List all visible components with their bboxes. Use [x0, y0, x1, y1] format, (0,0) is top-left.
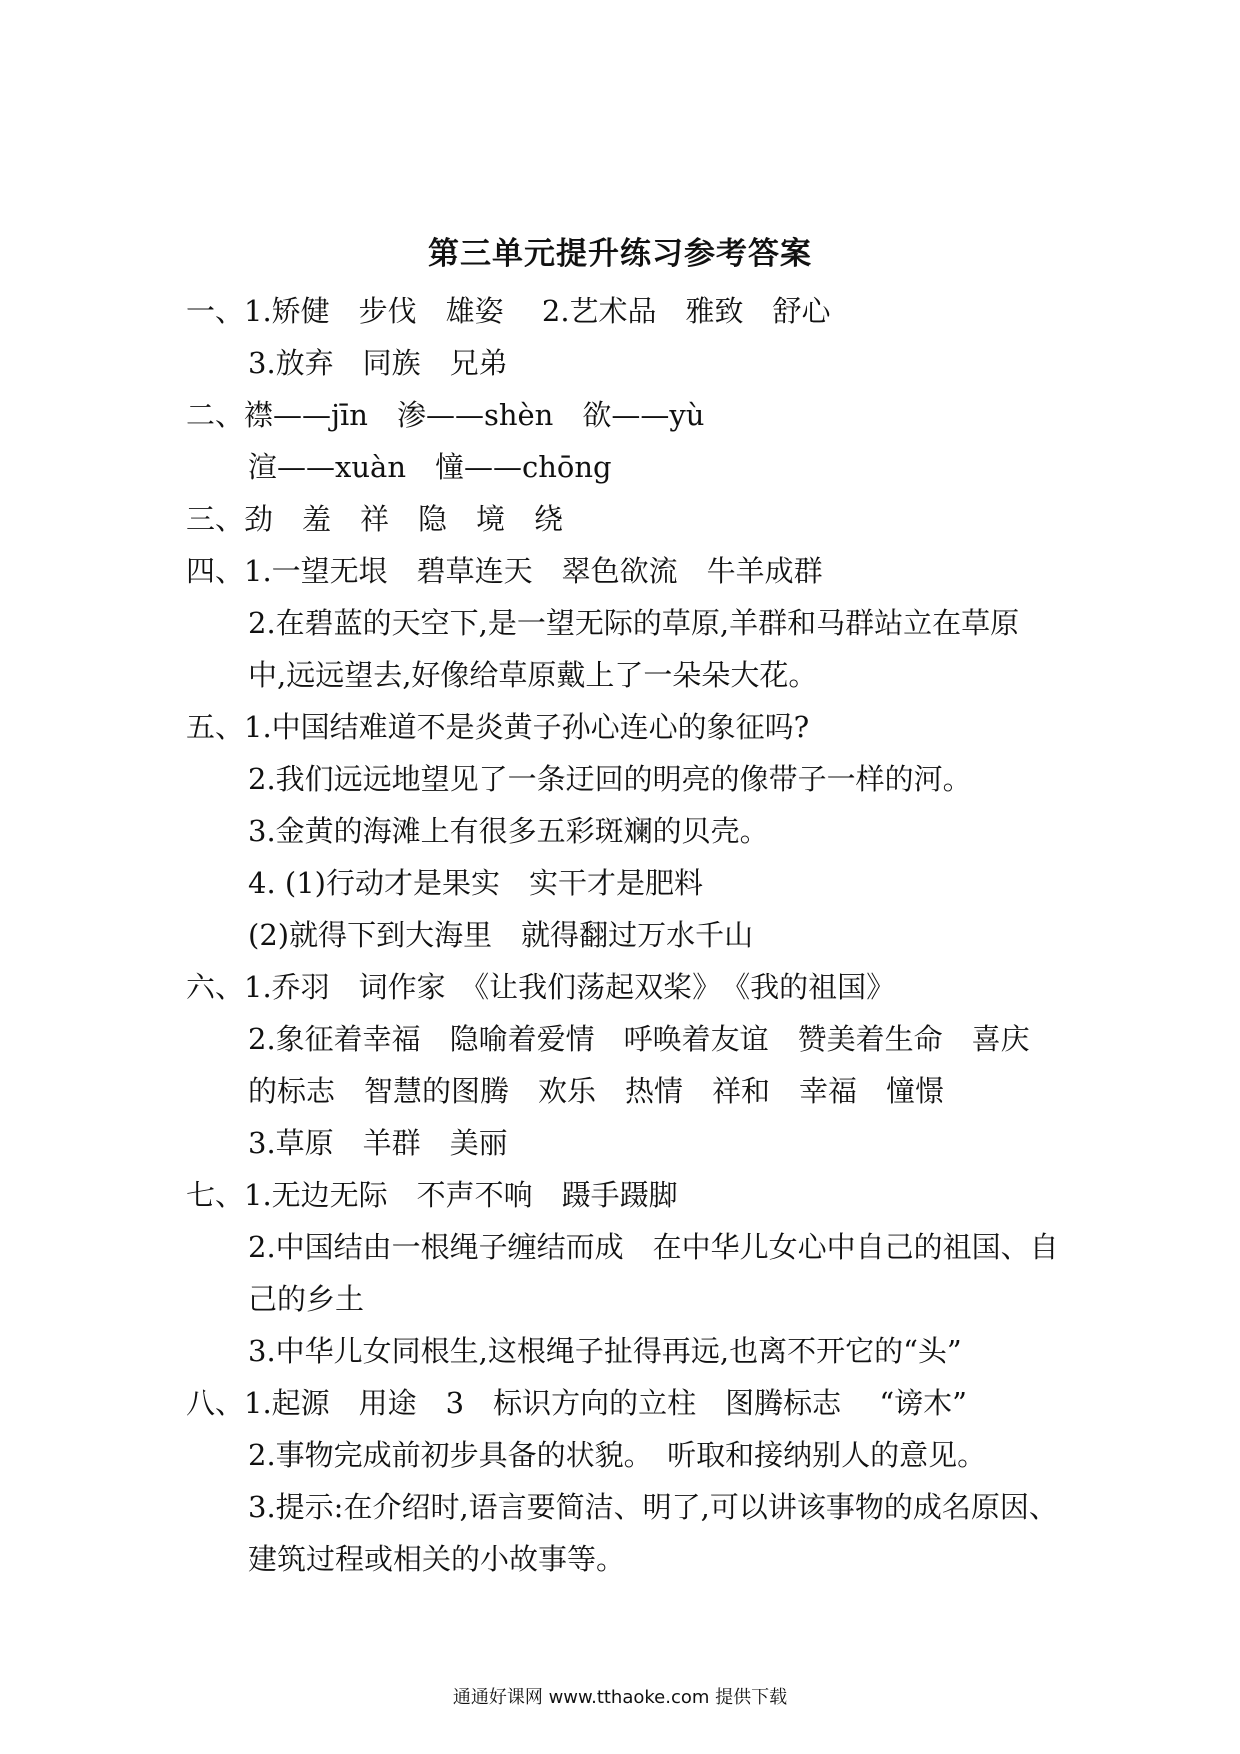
answer-line: 八、1.起源 用途 3 标识方向的立柱 图腾标志 “谤木” [186, 1386, 967, 1420]
answer-line: (2)就得下到大海里 就得翻过万水千山 [248, 918, 754, 952]
answer-line: 3.金黄的海滩上有很多五彩斑斓的贝壳。 [248, 814, 769, 848]
answer-line: 2.象征着幸福 隐喻着爱情 呼唤着友谊 赞美着生命 喜庆 [248, 1022, 1030, 1056]
page-title: 第三单元提升练习参考答案 [428, 236, 812, 272]
footer-note: 通通好课网 www.tthaoke.com 提供下载 [452, 1687, 788, 1708]
answer-line: 3.中华儿女同根生,这根绳子扯得再远,也离不开它的“头” [248, 1334, 962, 1368]
answer-line: 三、劲 羞 祥 隐 境 绕 [186, 502, 564, 536]
answer-line: 2.中国结由一根绳子缠结而成 在中华儿女心中自己的祖国、自 [248, 1230, 1059, 1264]
answer-line: 六、1.乔羽 词作家 《让我们荡起双桨》 《我的祖国》 [186, 970, 896, 1004]
answer-line: 己的乡土 [248, 1282, 365, 1316]
answer-line: 3.草原 羊群 美丽 [248, 1126, 508, 1160]
answer-line: 渲——xuàn 憧——chōng [248, 450, 612, 484]
answer-line: 中,远远望去,好像给草原戴上了一朵朵大花。 [248, 658, 818, 692]
answer-line: 4. (1)行动才是果实 实干才是肥料 [248, 866, 703, 900]
answer-line: 3.放弃 同族 兄弟 [248, 346, 508, 380]
answer-line: 七、1.无边无际 不声不响 蹑手蹑脚 [186, 1178, 678, 1212]
answer-line: 2.我们远远地望见了一条迂回的明亮的像带子一样的河。 [248, 762, 972, 796]
answer-line: 建筑过程或相关的小故事等。 [248, 1542, 626, 1576]
answer-list [186, 285, 1086, 1585]
answer-line: 五、1.中国结难道不是炎黄子孙心连心的象征吗? [186, 710, 810, 744]
answer-line: 3.提示:在介绍时,语言要简洁、明了,可以讲该事物的成名原因、 [248, 1490, 1058, 1524]
answer-line: 2.在碧蓝的天空下,是一望无际的草原,羊群和马群站立在草原 [248, 606, 1020, 640]
answer-line: 的标志 智慧的图腾 欢乐 热情 祥和 幸福 憧憬 [248, 1074, 945, 1108]
answer-line: 一、1.矫健 步伐 雄姿 2.艺术品 雅致 舒心 [186, 294, 831, 328]
answer-line: 四、1.一望无垠 碧草连天 翠色欲流 牛羊成群 [186, 554, 823, 588]
answer-line: 二、襟——jīn 渗——shèn 欲——yù [186, 398, 705, 432]
answer-line: 2.事物完成前初步具备的状貌。 听取和接纳别人的意见。 [248, 1438, 987, 1472]
